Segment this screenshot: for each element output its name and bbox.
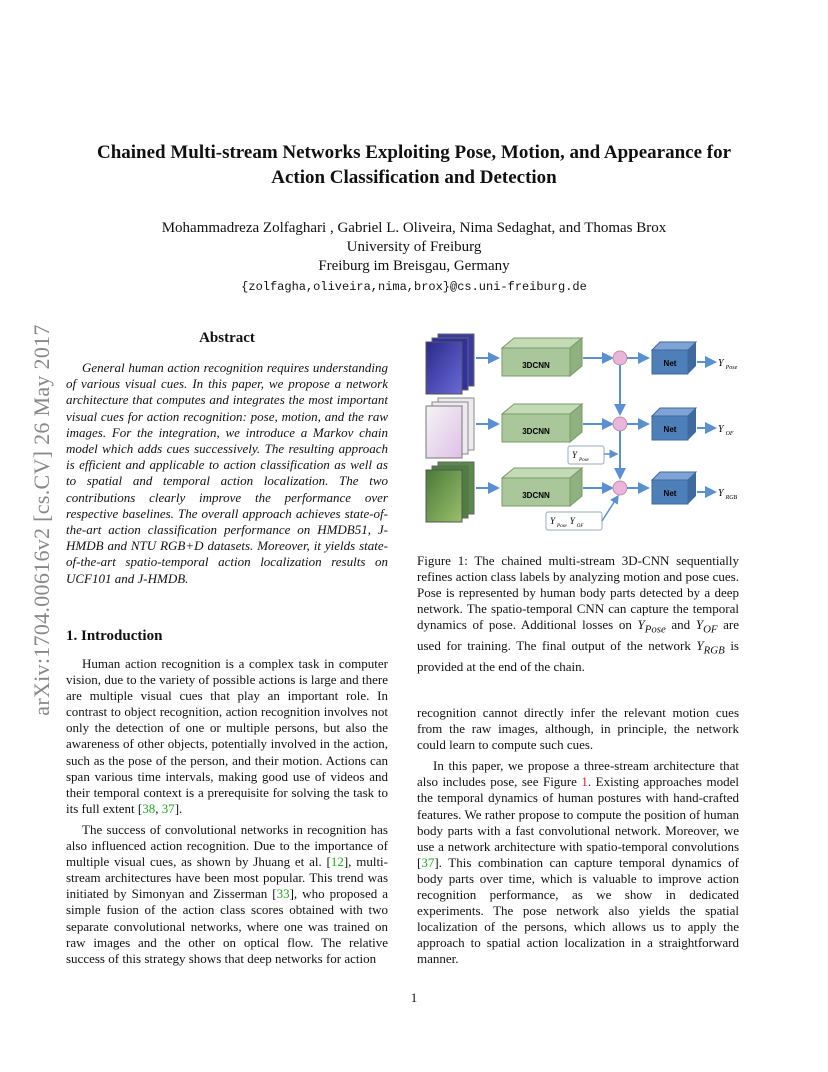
arxiv-id-text: arXiv:1704.00616v2 [cs.CV] 26 May 2017 [29, 324, 54, 716]
figure-1-caption: Figure 1: The chained multi-stream 3D-CNN sequentially refines action class labels by analyzing motion and pose cues. Pose is represented by human body parts detected by a deep network. The spatio-temporal CNN can capture the temporal dynamics of pose. Additional losses on $Y_{Pose}$ and $Y_{OF}$ are used for training. The final output of the network $Y_{RGB}$ is provided at the end of the chain. [417, 553, 740, 674]
output-y-pose: Y $_{Pose}$ [718, 358, 738, 371]
fusion-node [613, 417, 627, 431]
citation-link[interactable]: 33 [276, 886, 290, 902]
cnn-label: 3DCNN [522, 491, 550, 500]
rgb-input-stack [426, 462, 474, 522]
left-column-body [66, 656, 388, 972]
cnn-label: 3DCNN [522, 361, 550, 370]
author-names: Mohammadreza Zolfaghari , Gabriel L. Oliveira, Nima Sedaghat, and Thomas Brox [161, 220, 667, 236]
abstract-text: General human action recognition requires understanding of various visual cues. In this paper, we propose a network architecture that computes and integrates the most important visual cues for action recognition: pose, motion, and the raw images. For the integration, we introduce a Markov chain model which adds cues successively. The resulting approach is efficient and applicable to action classification as well as to spatial and temporal action localization. The two contributions clearly improve the performance over respective baselines. The overall approach achieves state-of-the-art action classification performance on HMDB51, J-HMDB and NTU RGB+D datasets. Moreover, it yields state-of-the-art spatio-temporal action localization results on UCF101 and J-HMDB. [66, 360, 388, 586]
output-y-of: Y $_{OF}$ [718, 424, 734, 437]
output-y-rgb: Y $_{RGB}$ [718, 488, 738, 501]
pose-input-stack [426, 334, 474, 394]
figure-1-architecture-diagram [420, 328, 760, 536]
affiliation: University of Freiburg [346, 239, 482, 255]
right-column-body [417, 705, 739, 973]
side-input-y-pose [568, 446, 617, 464]
citation-link[interactable]: 38 [142, 800, 156, 816]
citation-link[interactable]: 37 [161, 800, 175, 816]
net-block-rgb [652, 472, 696, 504]
net-block-optical-flow [652, 408, 696, 440]
location: Freiburg im Breisgau, Germany [318, 258, 510, 274]
svg-text:YPose: $Y_{Pose}$ [572, 450, 589, 463]
net-block-pose [652, 342, 696, 374]
cnn-label: 3DCNN [522, 427, 550, 436]
net-label: Net [663, 489, 677, 498]
fusion-node [613, 351, 627, 365]
cnn-block-optical-flow [502, 404, 582, 442]
cnn-block-pose [502, 338, 582, 376]
abstract-heading: Abstract [199, 330, 255, 346]
svg-text:YPoseYOF: $Y_{Pose}Y_{OF}$ [550, 516, 584, 529]
author-block [60, 219, 768, 276]
page-number: 1 [410, 990, 418, 1005]
citation-link[interactable]: 37 [421, 854, 435, 870]
right-paragraph-2: In this paper, we propose a three-stream architecture that also includes pose, see Figure 1. Existing approaches model the temporal dynamics of human postures with hand-crafted features. We rather propose to compute the position of human body parts with a fast convolutional network. Moreover, we use a network architecture with spatio-temporal convolutions [37]. This combination can capture temporal dynamics of body parts over time, which is valuable to improve action recognition performance, as we show in dedicated experiments. The pose network also yields the spatial localization of the persons, which allows us to apply the approach to spatial action localization in a straightforward manner. [417, 758, 739, 967]
right-paragraph-1: recognition cannot directly infer the relevant motion cues from the raw images, although, in principle, the network could learn to compute such cues. [417, 705, 739, 753]
arxiv-identifier [12, 270, 72, 770]
intro-paragraph-2: The success of convolutional networks in recognition has also influenced action recognition. Due to the importance of multiple visual cues, as shown by Jhuang et al. [12], multi-stream architectures have been most popular. This trend was initiated by Simonyan and Zisserman [33], who proposed a simple fusion of the action class scores obtained with two separate convolutional networks, where one was trained on raw images and the other on optical flow. The relative success of this strategy shows that deep networks for action [66, 821, 388, 966]
fusion-node [613, 481, 627, 495]
net-label: Net [663, 425, 677, 434]
introduction-heading: 1. Introduction [66, 628, 163, 644]
net-label: Net [663, 359, 677, 368]
cnn-block-rgb [502, 468, 582, 506]
title-line-2: Action Classification and Detection [271, 167, 557, 188]
intro-paragraph-1: Human action recognition is a complex task in computer vision, due to the variety of possible actions is large and there are multiple visual cues that play an important role. In contrast to object recognition, action recognition involves not only the detection of one or multiple persons, but also the awareness of other objects, potentially involved in the action, such as the pose of the person, and their motion. Actions can span various time intervals, making good use of videos and their temporal context is a prerequisite for solving the task to its full extent [38, 37]. [66, 656, 388, 816]
optical-flow-input-stack [426, 398, 474, 458]
paper-title [60, 140, 768, 190]
title-line-1: Chained Multi-stream Networks Exploiting Pose, Motion, and Appearance for [96, 142, 732, 163]
citation-link[interactable]: 12 [330, 854, 344, 870]
author-emails: {zolfagha,oliveira,nima,brox}@cs.uni-freiburg.de [241, 280, 587, 294]
figure-reference-link[interactable]: 1 [581, 774, 588, 790]
